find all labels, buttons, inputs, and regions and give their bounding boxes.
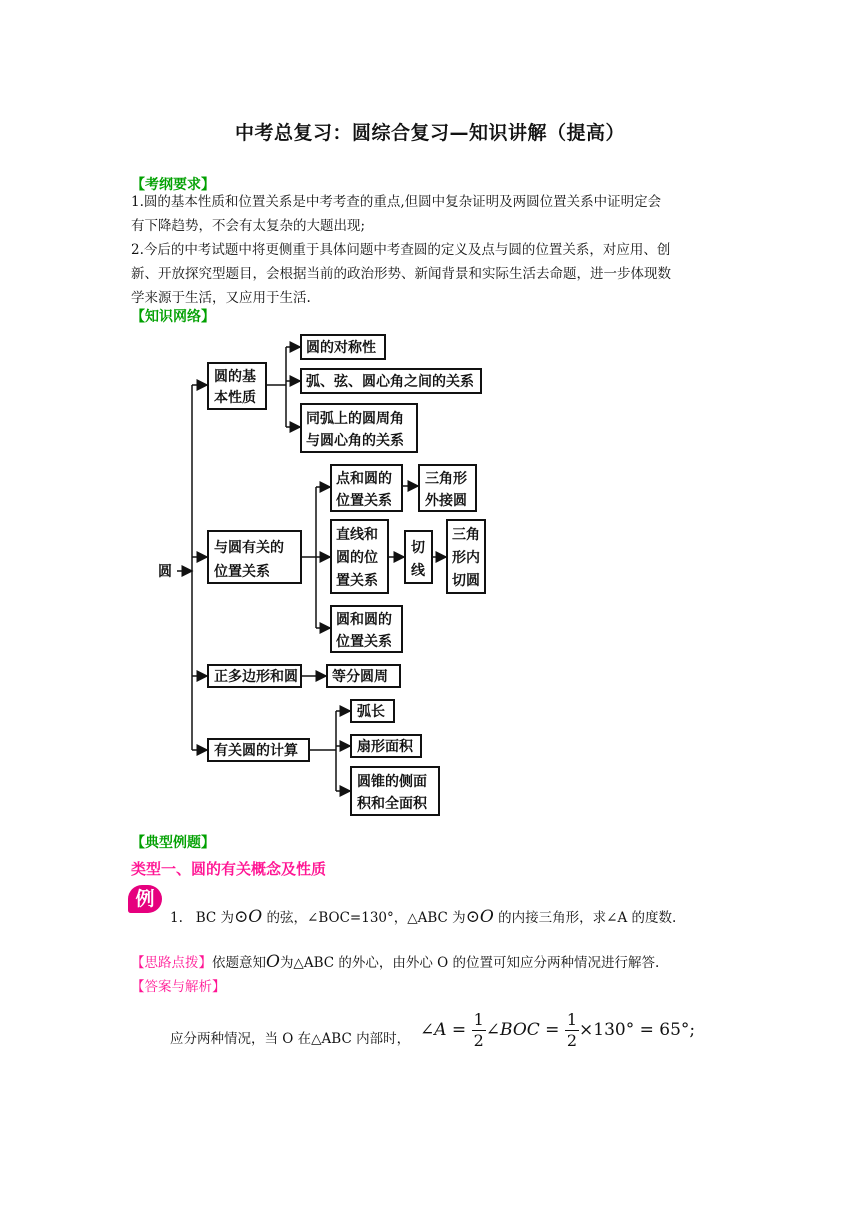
fraction-num: 1: [473, 1010, 484, 1029]
fraction-den: 2: [473, 1031, 484, 1050]
node-cc-l2: 位置关系: [336, 634, 392, 650]
page-title: 中考总复习：圆综合复习—知识讲解（提高）: [234, 122, 625, 144]
syllabus-item-2c: 学来源于生活，又应用于生活.: [131, 290, 311, 306]
answer-label: 【答案与解析】: [131, 979, 226, 995]
syllabus-item-1a: 1.圆的基本性质和位置关系是中考考查的重点,但圆中复杂证明及两圆位置关系中证明定会: [131, 194, 662, 210]
question-part-e: 的内接三角形，求∠A 的度数.: [493, 910, 677, 926]
node-point-l2: 位置关系: [336, 493, 392, 509]
question-number: 1.: [170, 910, 183, 926]
solution-text: 应分两种情况，当 O 在△ABC 内部时，: [170, 1031, 411, 1047]
syllabus-item-2a: 2.今后的中考试题中将更侧重于具体问题中考查圆的定义及点与圆的位置关系，对应用、创: [131, 242, 671, 258]
node-tri-out-l2: 外接圆: [425, 493, 467, 509]
question-part-c: 的弦，∠BOC=130°，△ABC 为: [262, 910, 466, 926]
hint-label: 【思路点拨】: [131, 955, 212, 971]
node-basic-l2: 本性质: [214, 390, 256, 406]
node-tri-in-l2: 形内: [452, 550, 480, 566]
node-tri-in-l1: 三角: [452, 527, 480, 543]
knowledge-network-diagram: [150, 330, 510, 820]
formula-result: ×130° = 65°;: [579, 1020, 696, 1040]
circle-o-symbol: ⊙O: [234, 907, 263, 927]
node-tangent-l1: 切: [411, 540, 425, 556]
solution-formula: [420, 1010, 695, 1051]
node-symmetry: 圆的对称性: [306, 340, 376, 356]
node-tangent-l2: 线: [411, 563, 425, 579]
node-polygon: 正多边形和圆: [214, 669, 298, 685]
node-cone-l1: 圆锥的侧面: [357, 774, 427, 790]
node-tri-in-l3: 切圆: [452, 573, 480, 589]
node-sector: 扇形面积: [357, 739, 413, 755]
circle-o-symbol-2: ⊙O: [465, 907, 494, 927]
node-position-l1: 与圆有关的: [214, 540, 284, 556]
node-arc-len: 弧长: [357, 704, 385, 720]
fraction-half-2: [565, 1010, 579, 1051]
fraction-num-2: 1: [566, 1010, 578, 1029]
syllabus-item-1b: 有下降趋势，不会有太复杂的大题出现;: [131, 218, 366, 234]
node-same-arc-l2: 与圆心角的关系: [306, 433, 404, 449]
node-line-l2: 圆的位: [336, 550, 378, 566]
fraction-den-2: 2: [566, 1031, 578, 1050]
node-basic-l1: 圆的基: [214, 369, 256, 385]
node-point-l1: 点和圆的: [336, 471, 392, 487]
formula-angle-a: ∠A =: [420, 1020, 472, 1040]
node-root: 圆: [158, 564, 172, 580]
syllabus-body: [131, 190, 731, 310]
example-badge: 例: [128, 885, 162, 913]
type-one-title: 类型一、圆的有关概念及性质: [131, 860, 327, 878]
network-heading: 【知识网络】: [131, 309, 215, 325]
node-line-l1: 直线和: [336, 527, 378, 543]
hint-line: [131, 951, 659, 972]
node-same-arc-l1: 同弧上的圆周角: [306, 411, 404, 427]
fraction-half: [472, 1010, 486, 1051]
question-part-a: BC 为: [195, 910, 235, 926]
node-tri-out-l1: 三角形: [425, 471, 467, 487]
syllabus-item-2b: 新、开放探究型题目，会根据当前的政治形势、新闻背景和实际生活去命题，进一步体现数: [131, 266, 671, 282]
hint-text-a: 依题意知: [212, 955, 266, 971]
examples-heading: 【典型例题】: [131, 835, 215, 851]
node-arc-chord: 弧、弦、圆心角之间的关系: [306, 374, 474, 390]
node-line-l3: 置关系: [336, 573, 378, 589]
node-cone-l2: 积和全面积: [357, 796, 427, 812]
hint-text-b: 为△ABC 的外心，由外心 O 的位置可知应分两种情况进行解答.: [279, 955, 660, 971]
example-question: [170, 906, 676, 927]
hint-o: O: [266, 952, 280, 972]
node-position-l2: 位置关系: [214, 564, 270, 580]
node-calc: 有关圆的计算: [214, 743, 298, 759]
formula-angle-boc: ∠BOC =: [485, 1020, 565, 1040]
syllabus-heading: 【考纲要求】: [131, 177, 215, 193]
node-cc-l1: 圆和圆的: [336, 612, 392, 628]
node-equal-div: 等分圆周: [332, 669, 388, 685]
